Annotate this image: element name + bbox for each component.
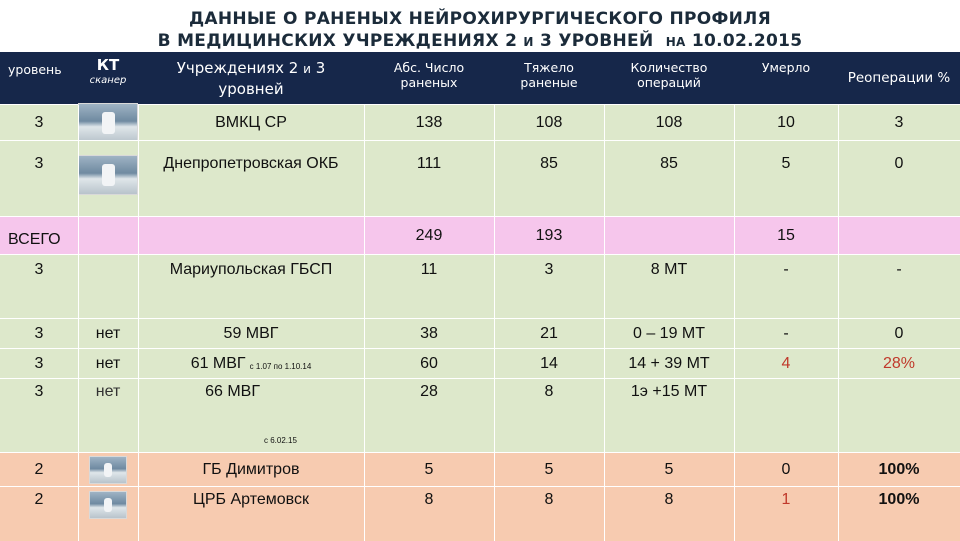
column-divider bbox=[364, 319, 365, 349]
cell-abs: 8 bbox=[424, 491, 434, 508]
cell-name: 66 МВГ с 6.02.15 bbox=[138, 379, 364, 453]
cell-level: 2 bbox=[34, 491, 44, 508]
column-divider bbox=[494, 349, 495, 379]
name-note: с 6.02.15 bbox=[263, 436, 297, 445]
cell-ct bbox=[78, 105, 138, 141]
cell-reop: 28% bbox=[882, 355, 916, 372]
cell-died: 0 bbox=[781, 461, 791, 478]
cell-severe: 108 bbox=[535, 114, 563, 131]
cell-level: ВСЕГО bbox=[8, 231, 61, 248]
cell-name: 61 МВГ с 1.07 по 1.10.14 bbox=[138, 349, 364, 379]
column-divider bbox=[364, 453, 365, 487]
column-divider bbox=[364, 217, 365, 255]
cell-severe: 14 bbox=[540, 355, 558, 372]
header-operations: Количество операций bbox=[604, 52, 734, 104]
cell-abs: 38 bbox=[420, 325, 438, 342]
column-divider bbox=[734, 319, 735, 349]
cell-ops: 108 bbox=[655, 114, 683, 131]
column-divider bbox=[78, 379, 79, 453]
column-divider bbox=[838, 255, 839, 319]
column-divider bbox=[138, 487, 139, 541]
column-divider bbox=[838, 141, 839, 217]
cell-ops: 14 + 39 МТ bbox=[628, 355, 710, 372]
cell-died: 5 bbox=[781, 155, 791, 172]
cell-reop bbox=[838, 217, 960, 255]
table-row bbox=[0, 254, 960, 319]
column-divider bbox=[494, 141, 495, 217]
header-abs-count: Абс. Число раненых bbox=[364, 52, 494, 104]
cell-level: 3 bbox=[34, 261, 44, 278]
title-line1: ДАННЫЕ О РАНЕНЫХ НЕЙРОХИРУРГИЧЕСКОГО ПРОФИЛЯ bbox=[188, 9, 771, 29]
column-divider bbox=[604, 217, 605, 255]
cell-abs: 28 bbox=[420, 383, 438, 400]
cell-name bbox=[138, 217, 364, 255]
cell-ct bbox=[78, 453, 138, 487]
cell-died: 10 bbox=[777, 114, 795, 131]
cell-abs: 138 bbox=[415, 114, 443, 131]
cell-reop: 100% bbox=[878, 461, 920, 478]
ct-scanner-photo-icon bbox=[89, 491, 127, 519]
cell-died: - bbox=[783, 261, 789, 278]
cell-severe: 3 bbox=[544, 261, 554, 278]
cell-died bbox=[734, 379, 838, 453]
column-divider bbox=[734, 349, 735, 379]
table-row bbox=[0, 104, 960, 141]
cell-abs: 60 bbox=[420, 355, 438, 372]
cell-reop: - bbox=[896, 261, 902, 278]
column-divider bbox=[138, 453, 139, 487]
cell-reop: 0 bbox=[894, 155, 904, 172]
column-divider bbox=[604, 105, 605, 141]
cell-severe: 193 bbox=[535, 227, 563, 244]
column-divider bbox=[78, 453, 79, 487]
cell-reop: 100% bbox=[878, 491, 920, 508]
column-divider bbox=[604, 453, 605, 487]
cell-abs: 5 bbox=[424, 461, 434, 478]
column-divider bbox=[138, 141, 139, 217]
cell-died: 1 bbox=[781, 491, 791, 508]
cell-ops: 0 – 19 МТ bbox=[632, 325, 706, 342]
header-institution: Учреждениях 2 и 3 уровней bbox=[138, 52, 364, 104]
cell-severe: 8 bbox=[544, 491, 554, 508]
page-title: ДАННЫЕ О РАНЕНЫХ НЕЙРОХИРУРГИЧЕСКОГО ПРОФИЛЯ В МЕДИЦИНСКИХ УЧРЕЖДЕНИЯХ 2 И 3 УРОВНЕЙ НА 10.02.2015 bbox=[157, 9, 803, 51]
cell-ops: 5 bbox=[664, 461, 674, 478]
ct-scanner-photo-icon bbox=[78, 103, 138, 143]
column-divider bbox=[734, 217, 735, 255]
cell-abs: 249 bbox=[415, 227, 443, 244]
column-divider bbox=[78, 319, 79, 349]
cell-name: ВМКЦ СР bbox=[215, 114, 287, 131]
column-divider bbox=[494, 105, 495, 141]
column-divider bbox=[364, 105, 365, 141]
table-row bbox=[0, 378, 960, 453]
column-divider bbox=[364, 349, 365, 379]
ct-scanner-photo-icon bbox=[89, 456, 127, 484]
column-divider bbox=[364, 255, 365, 319]
column-divider bbox=[734, 453, 735, 487]
table-row bbox=[0, 486, 960, 541]
cell-ct bbox=[78, 141, 138, 217]
cell-name: ЦРБ Артемовск bbox=[193, 491, 309, 508]
table-row bbox=[0, 452, 960, 487]
column-divider bbox=[734, 487, 735, 541]
header-died: Умерло bbox=[734, 52, 838, 104]
cell-reop: 0 bbox=[894, 325, 904, 342]
cell-level: 3 bbox=[34, 325, 44, 342]
column-divider bbox=[838, 487, 839, 541]
cell-died: 4 bbox=[781, 355, 791, 372]
cell-ct bbox=[78, 487, 138, 541]
column-divider bbox=[734, 105, 735, 141]
cell-ct: нет bbox=[95, 355, 121, 372]
column-divider bbox=[838, 349, 839, 379]
cell-died: - bbox=[783, 325, 789, 342]
cell-reop bbox=[838, 379, 960, 453]
column-divider bbox=[604, 255, 605, 319]
column-divider bbox=[78, 141, 79, 217]
column-divider bbox=[838, 379, 839, 453]
cell-level: 3 bbox=[34, 155, 44, 172]
table-row bbox=[0, 348, 960, 379]
cell-ops: 1э +15 МТ bbox=[630, 383, 708, 400]
column-divider bbox=[138, 255, 139, 319]
column-divider bbox=[78, 105, 79, 141]
cell-name: Мариупольская ГБСП bbox=[169, 261, 333, 278]
cell-reop: 3 bbox=[894, 114, 904, 131]
column-divider bbox=[838, 319, 839, 349]
column-divider bbox=[734, 255, 735, 319]
column-divider bbox=[604, 319, 605, 349]
column-divider bbox=[364, 379, 365, 453]
cell-name: ГБ Димитров bbox=[202, 461, 300, 478]
table-row bbox=[0, 140, 960, 217]
header-ct: КТ сканер bbox=[78, 52, 138, 104]
name-note: с 1.07 по 1.10.14 bbox=[249, 362, 312, 371]
cell-died: 15 bbox=[777, 227, 795, 244]
column-divider bbox=[494, 379, 495, 453]
header-reop: Реоперации % bbox=[838, 52, 960, 104]
column-divider bbox=[494, 453, 495, 487]
column-divider bbox=[138, 319, 139, 349]
column-divider bbox=[364, 487, 365, 541]
cell-severe: 8 bbox=[544, 383, 554, 400]
column-divider bbox=[734, 141, 735, 217]
cell-ops: 85 bbox=[660, 155, 678, 172]
column-divider bbox=[494, 319, 495, 349]
column-divider bbox=[494, 217, 495, 255]
column-divider bbox=[138, 217, 139, 255]
cell-severe: 5 bbox=[544, 461, 554, 478]
column-divider bbox=[78, 487, 79, 541]
cell-abs: 11 bbox=[420, 261, 438, 278]
column-divider bbox=[838, 105, 839, 141]
ct-scanner-photo-icon bbox=[78, 155, 138, 195]
column-divider bbox=[138, 105, 139, 141]
column-divider bbox=[494, 487, 495, 541]
column-divider bbox=[78, 349, 79, 379]
column-divider bbox=[838, 453, 839, 487]
column-divider bbox=[138, 379, 139, 453]
cell-ops: 8 МТ bbox=[650, 261, 688, 278]
header-level: уровень bbox=[0, 52, 78, 104]
cell-ct: нет bbox=[95, 325, 121, 342]
cell-severe: 21 bbox=[540, 325, 558, 342]
column-divider bbox=[494, 255, 495, 319]
column-divider bbox=[838, 217, 839, 255]
cell-severe: 85 bbox=[540, 155, 558, 172]
header-severe: Тяжело раненые bbox=[494, 52, 604, 104]
cell-ops bbox=[604, 217, 734, 255]
cell-level: 3 bbox=[34, 355, 44, 372]
column-divider bbox=[78, 255, 79, 319]
column-divider bbox=[604, 379, 605, 453]
cell-name: Днепропетровская ОКБ bbox=[163, 155, 339, 172]
cell-ct bbox=[78, 255, 138, 319]
cell-name: 59 МВГ bbox=[223, 325, 279, 342]
table-row bbox=[0, 318, 960, 349]
cell-ct bbox=[78, 217, 138, 255]
column-divider bbox=[78, 217, 79, 255]
cell-ct: нет bbox=[95, 383, 121, 400]
cell-level: 3 bbox=[34, 383, 44, 400]
column-divider bbox=[138, 349, 139, 379]
column-divider bbox=[604, 487, 605, 541]
cell-level: 2 bbox=[34, 461, 44, 478]
table-row bbox=[0, 216, 960, 255]
column-divider bbox=[604, 349, 605, 379]
cell-ops: 8 bbox=[664, 491, 674, 508]
column-divider bbox=[364, 141, 365, 217]
column-divider bbox=[604, 141, 605, 217]
column-divider bbox=[734, 379, 735, 453]
cell-level: 3 bbox=[34, 114, 44, 131]
cell-abs: 111 bbox=[416, 155, 442, 172]
